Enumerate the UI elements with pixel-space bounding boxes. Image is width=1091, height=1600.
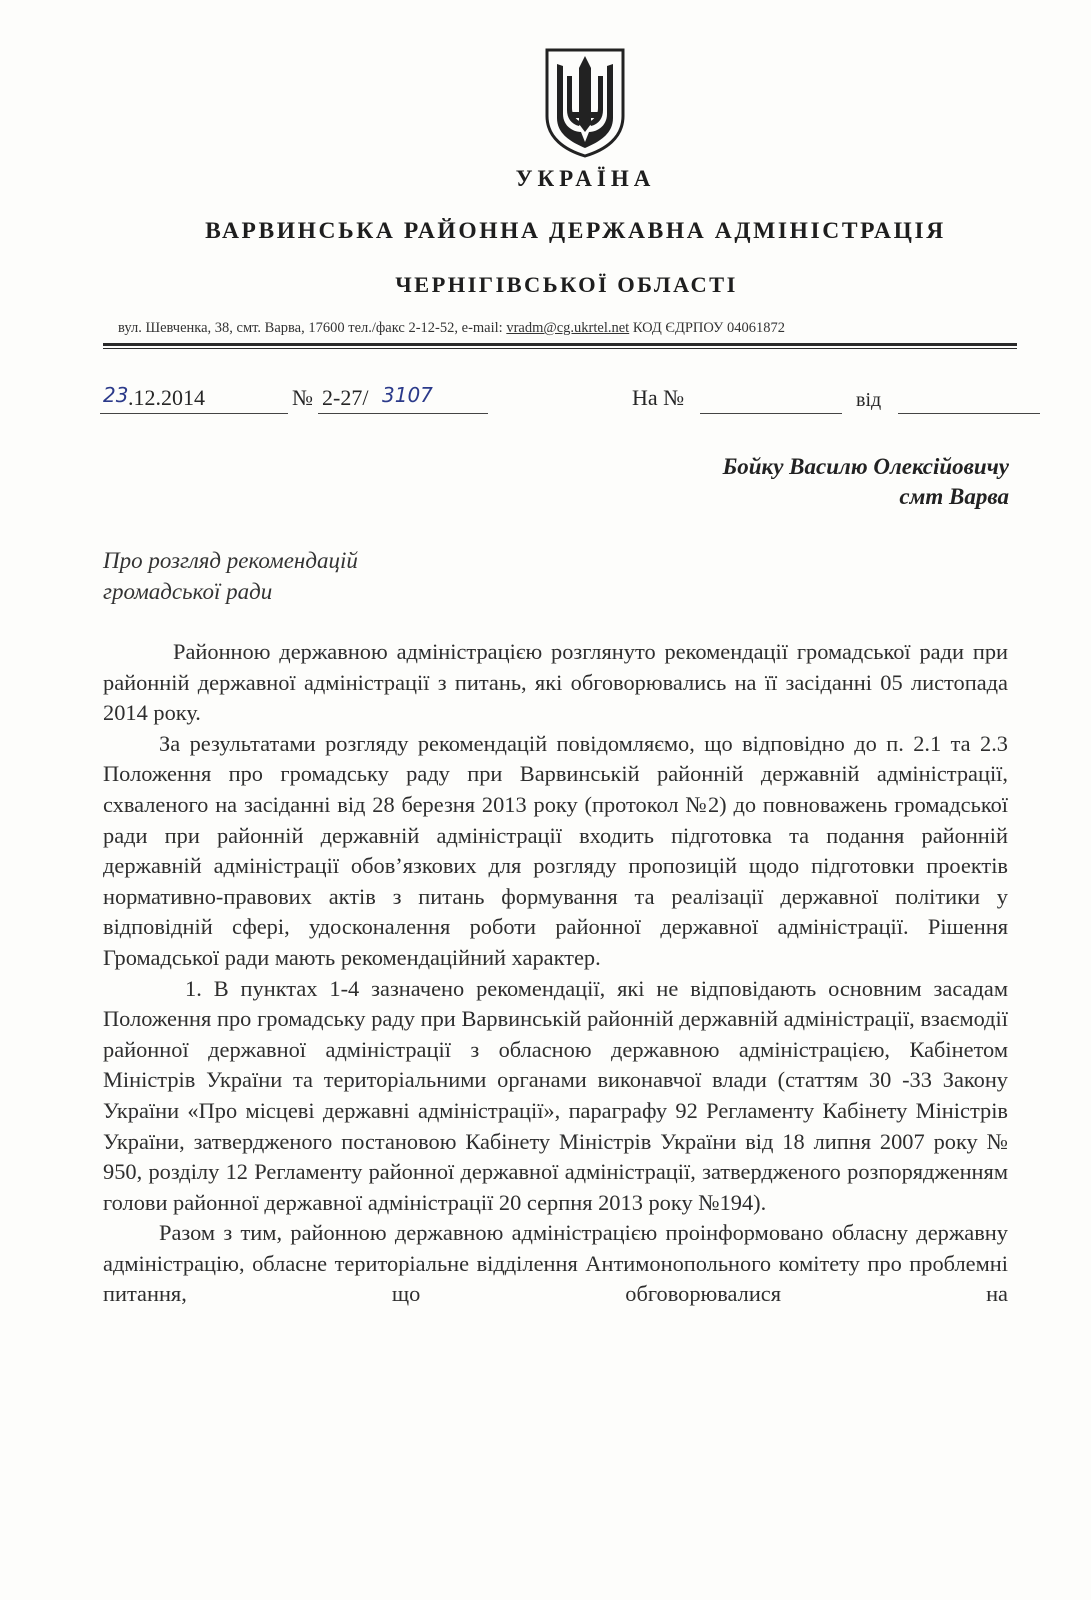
letter-number: 2-27/ <box>322 385 369 410</box>
subject-line-1: Про розгляд рекомендацій <box>103 548 358 573</box>
addressee-name: Бойку Василю Олексійовичу <box>722 454 1009 479</box>
body-paragraph-2: За результатами розгляду рекомендацій повідомляємо, що відповідно до п. 2.1 та 2.3 Положення про громадську раду при Варвинській районній державній адміністрації, схваленого на засіданні від 28 березня 2013 року (протокол №2) до повноважень громадської ради при районній державній адміністрації входить підготовка та подання районній державній адміністрації обов’язкових для розгляду пропозицій щодо підготовки проектів нормативно-правових актів з питань формування та реалізації державної політики у відповідній сфері, удосконалення роботи районної державної адміністрації. Рішення Громадської ради мають рекомендаційний характер. <box>103 730 1008 970</box>
reply-number-label: На № <box>632 385 685 410</box>
contact-code: КОД ЄДРПОУ 04061872 <box>629 320 785 336</box>
header-divider-thick <box>103 343 1017 346</box>
region-name: ЧЕРНІГІВСЬКОЇ ОБЛАСТІ <box>395 272 738 297</box>
addressee-block <box>723 452 1009 512</box>
body-paragraph-1: Районною державною адміністрацією розглянуто рекомендації громадської ради при районній державної адміністрації з питань, які обговорювались на її засіданні 05 листопада 2014 року. <box>103 639 1008 726</box>
letter-date: .12.2014 <box>128 385 205 410</box>
reply-from-label: від <box>856 389 882 411</box>
reply-date-blank <box>898 413 1040 414</box>
number-underline <box>318 413 488 414</box>
reply-number-blank <box>700 413 842 414</box>
contact-email-link[interactable]: vradm@cg.ukrtel.net <box>506 320 630 336</box>
registration-line <box>0 385 1091 425</box>
handwritten-day: 23 <box>103 383 129 407</box>
addressee-place: смт Варва <box>899 484 1009 509</box>
subject-line-2: громадської ради <box>103 579 273 604</box>
country-name: УКРАЇНА <box>515 166 656 191</box>
body-paragraph-4: Разом з тим, районною державною адміністрацією проінформовано обласну державну адміністрацію, обласне територіальне відділення Антимонопольного комітету про проблемні питання, що обговорювалися на <box>103 1220 1008 1307</box>
organization-name: ВАРВИНСЬКА РАЙОННА ДЕРЖАВНА АДМІНІСТРАЦІЯ <box>205 218 946 244</box>
date-underline <box>100 413 288 414</box>
handwritten-number: 3107 <box>382 383 433 407</box>
contact-line <box>118 320 1008 337</box>
subject-block <box>103 545 358 607</box>
contact-address: вул. Шевченка, 38, смт. Варва, 17600 тел./факс 2-12-52, e-mail: <box>118 320 507 336</box>
letter-body <box>103 637 1008 1310</box>
number-label: № <box>292 385 313 410</box>
trident-emblem-icon <box>541 46 629 158</box>
body-paragraph-3: 1. В пунктах 1-4 зазначено рекомендації, які не відповідають основним засадам Положення про громадську раду при Варвинській районній державній адміністрації, взаємодії районної державної адміністрації з обласною державною адміністрацією, Кабінетом Міністрів України та територіальними органами виконавчої влади (статтям 30 -33 Закону України «Про місцеві державні адміністрації», параграфу 92 Регламенту Кабінету Міністрів України, затвердженого постановою Кабінету Міністрів України від 18 липня 2007 року № 950, розділу 12 Регламенту районної державної адміністрації, затвердженого розпорядженням голови районної державної адміністрації 20 серпня 2013 року №194). <box>103 975 1008 1215</box>
header-divider-thin <box>103 348 1017 349</box>
